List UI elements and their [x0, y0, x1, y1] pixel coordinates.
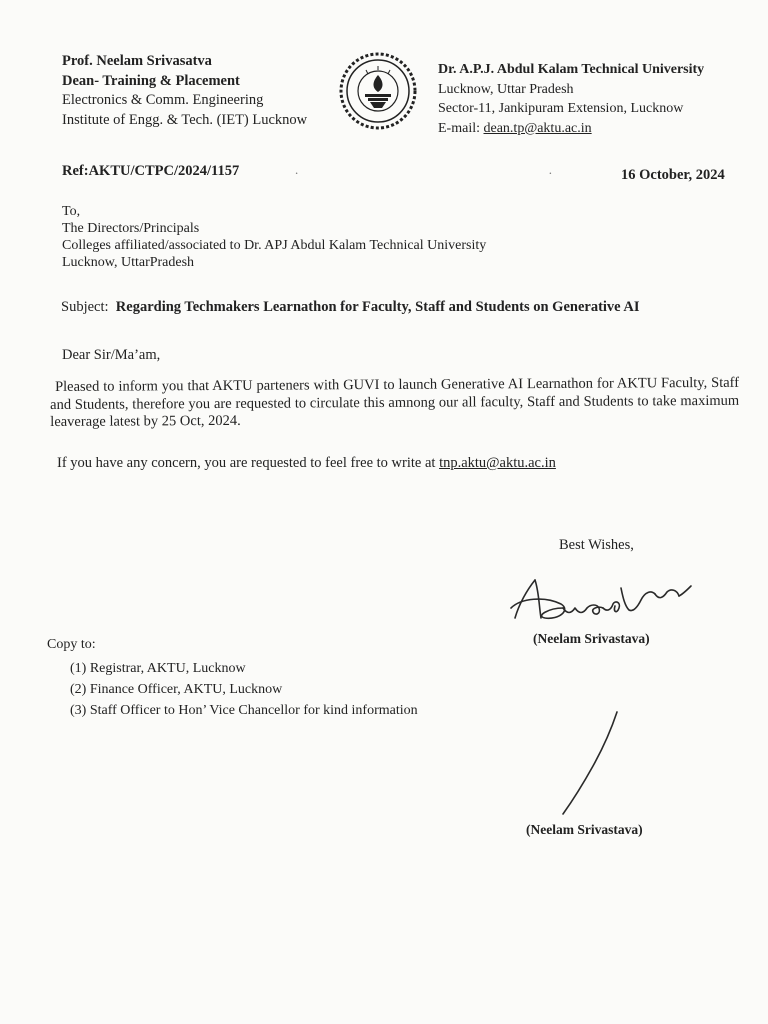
recipient-line-2: Colleges affiliated/associated to Dr. APJ Abdul Kalam Technical University [62, 238, 487, 253]
recipient-block [62, 203, 486, 271]
university-block [438, 60, 704, 138]
university-email-line [438, 119, 704, 139]
university-address: Sector-11, Jankipuram Extension, Lucknow [438, 101, 684, 116]
contact-text: If you have any concern, you are requested to feel free to write at [57, 455, 440, 471]
recipient-line-1: The Directors/Principals [62, 221, 200, 236]
sender-institute: Institute of Engg. & Tech. (IET) Lucknow [62, 111, 308, 128]
body-text: Pleased to inform you that AKTU parteners with GUVI to launch Generative AI Learnathon for AKTU Faculty, Staff and Students, therefore you are requested to circulate this amnong our all faculty, Staff and Students to take maximum leaverage latest by 25 Oct, 2024. [50, 374, 740, 430]
copy-to-list [70, 658, 418, 721]
sender-block [62, 52, 307, 130]
university-seal-logo [332, 48, 424, 134]
sender-designation: Dean- Training & Placement [62, 72, 240, 89]
university-name: Dr. A.P.J. Abdul Kalam Technical University [438, 62, 705, 77]
signature-2 [555, 708, 625, 820]
sender-department: Electronics & Comm. Engineering [62, 92, 264, 108]
recipient-line-3: Lucknow, UttarPradesh [62, 255, 195, 270]
copy-to-item: (2) Finance Officer, AKTU, Lucknow [70, 682, 283, 697]
sender-name: Prof. Neelam Srivasatva [62, 53, 212, 69]
signatory-name-1: (Neelam Srivastava) [533, 631, 650, 646]
copy-to-label: Copy to: [47, 637, 96, 652]
copy-to-item: (1) Registrar, AKTU, Lucknow [70, 661, 246, 676]
signature-1 [505, 568, 705, 630]
copy-to-item: (3) Staff Officer to Hon’ Vice Chancellor for kind information [70, 703, 418, 718]
contact-line [57, 455, 556, 472]
email-label: E-mail: [438, 120, 484, 136]
closing: Best Wishes, [559, 537, 634, 553]
signatory-name-2: (Neelam Srivastava) [526, 822, 643, 837]
subject-label: Subject: [61, 299, 109, 315]
university-email-link[interactable]: dean.tp@aktu.ac.in [483, 120, 592, 136]
subject-text: Regarding Techmakers Learnathon for Faculty, Staff and Students on Generative AI [115, 299, 640, 315]
reference-number: Ref:AKTU/CTPC/2024/1157 [62, 163, 240, 179]
contact-email-link[interactable]: tnp.aktu@aktu.ac.in [439, 455, 556, 471]
subject-line [61, 299, 640, 316]
university-city: Lucknow, Uttar Pradesh [438, 81, 574, 97]
scan-specks: . . [295, 162, 556, 177]
salutation: Dear Sir/Ma’am, [62, 347, 161, 363]
recipient-salute: To, [62, 204, 81, 219]
letter-date: 16 October, 2024 [621, 167, 725, 183]
body-paragraph [50, 375, 739, 432]
